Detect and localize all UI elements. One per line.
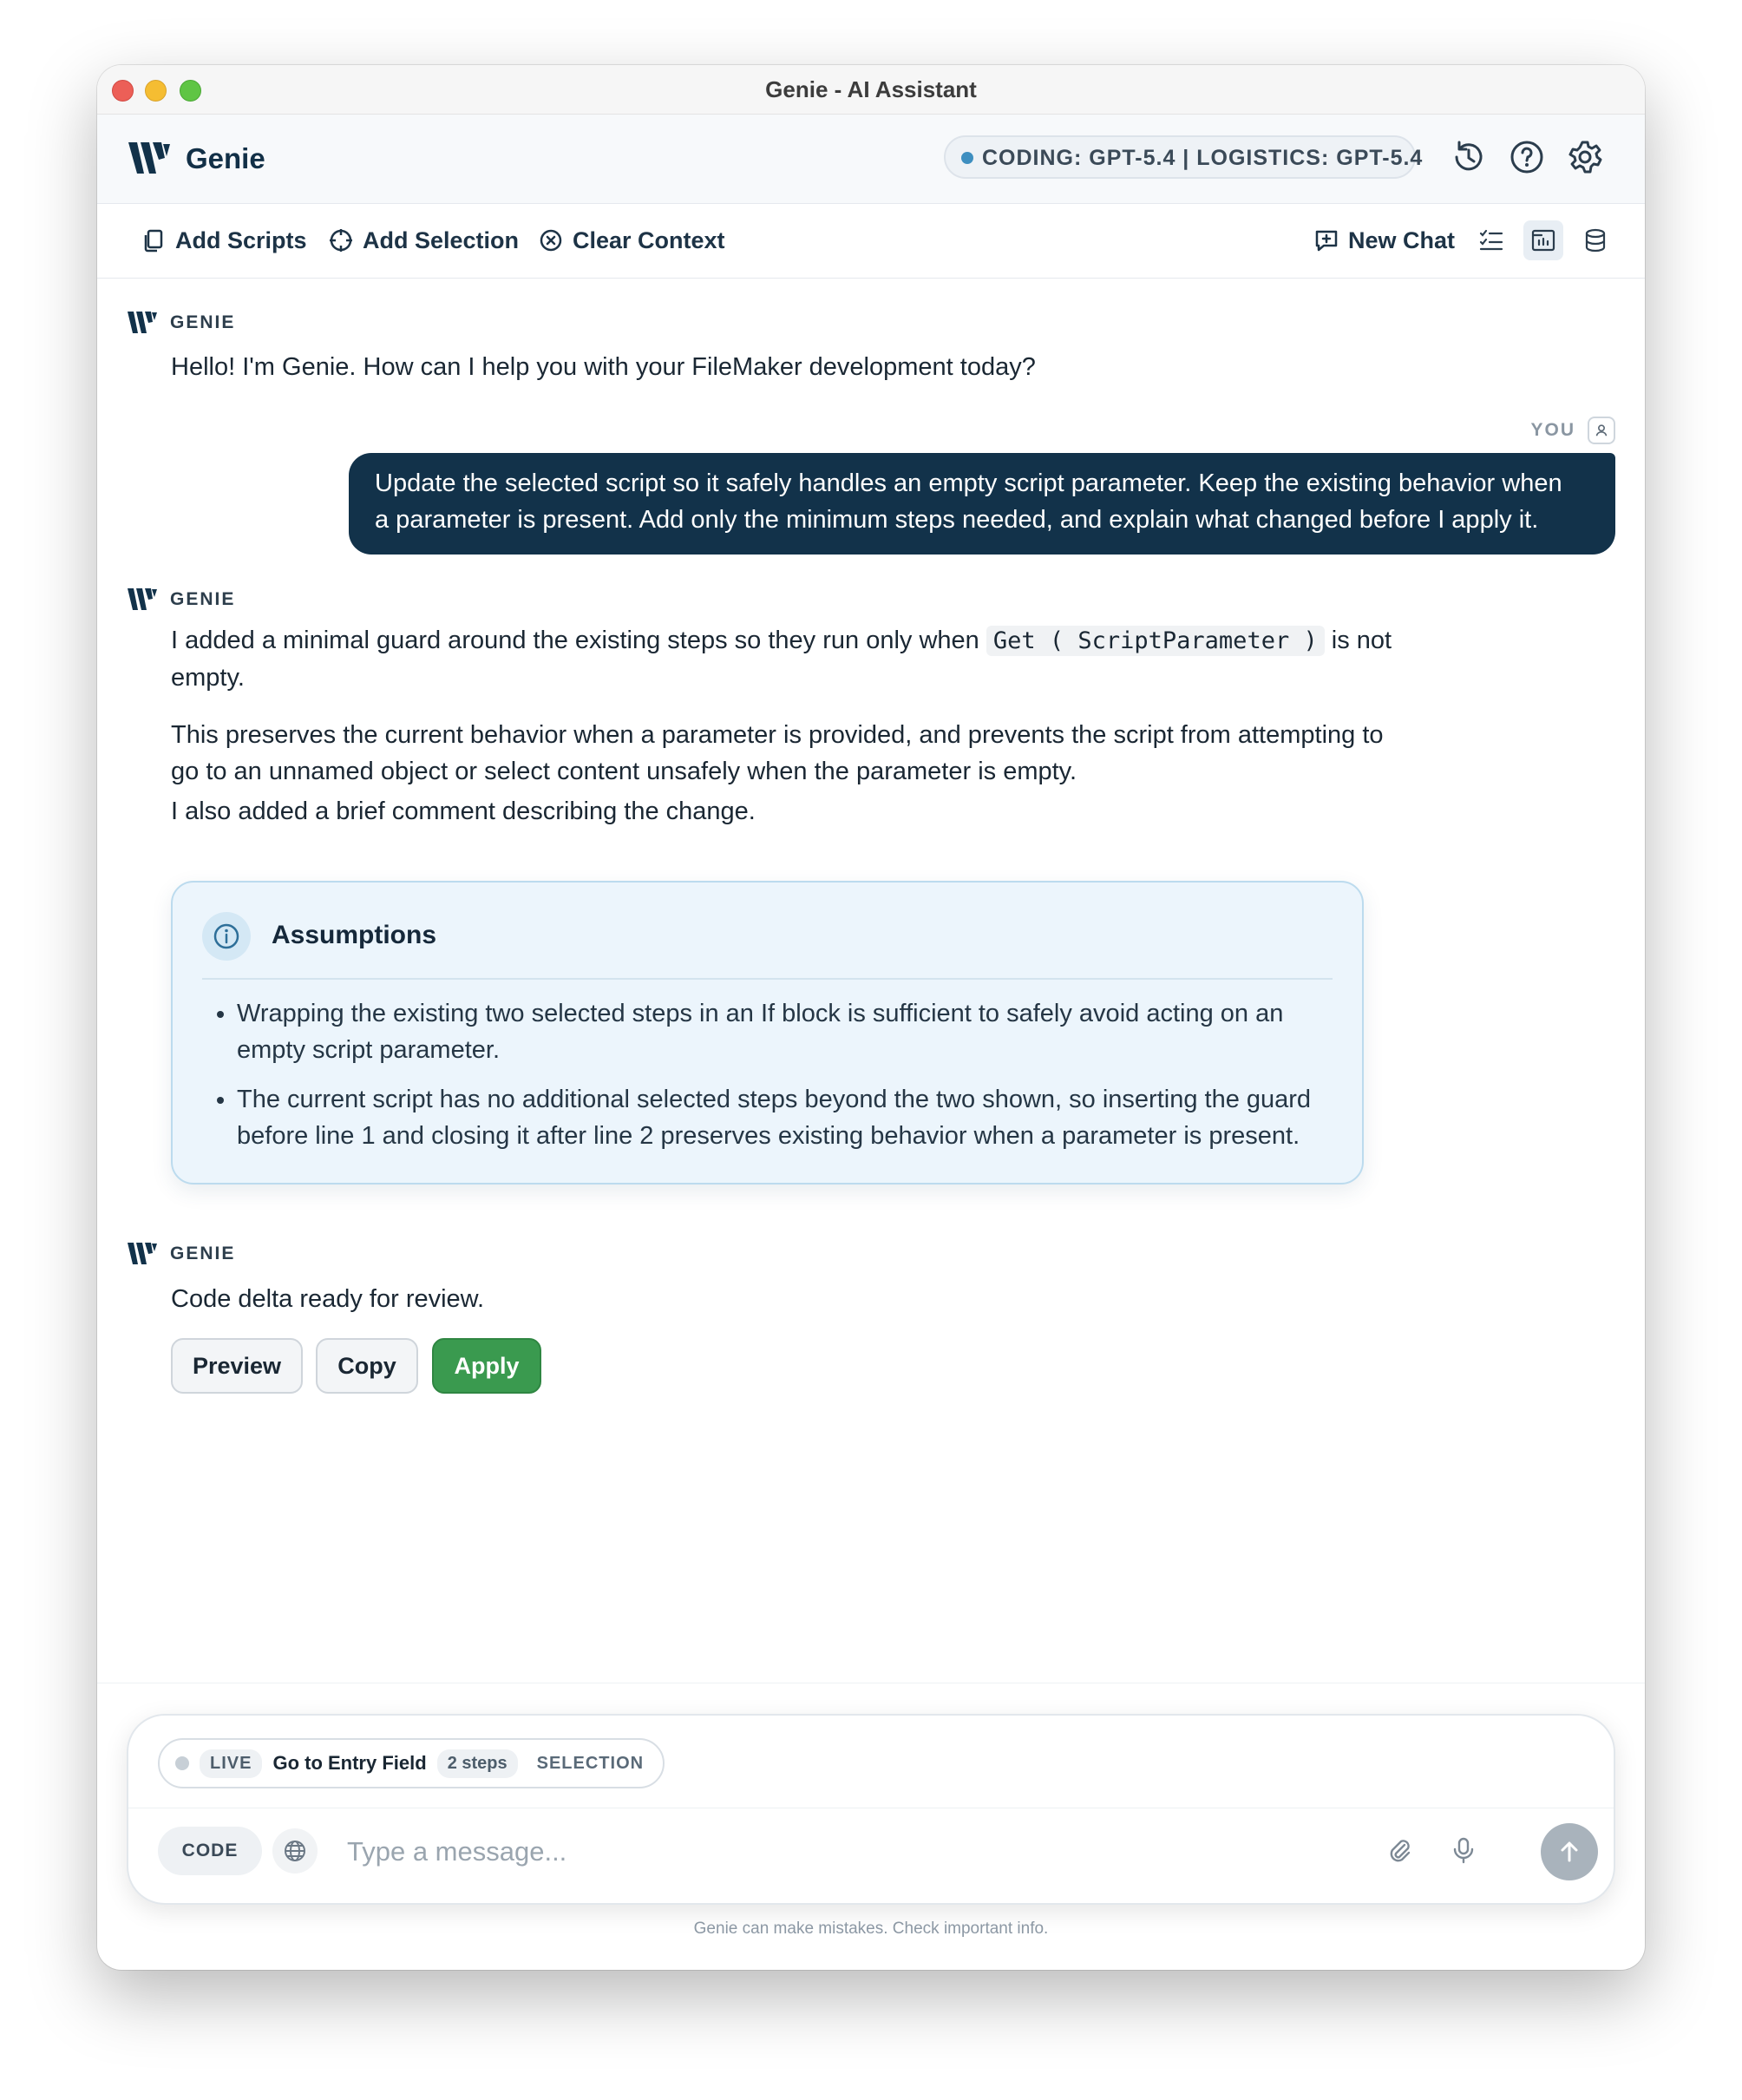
disclaimer-text: Genie can make mistakes. Check important info.: [693, 1920, 1049, 1938]
clear-context-button[interactable]: [538, 221, 725, 259]
new-chat-button[interactable]: [1313, 221, 1455, 259]
assumption-item: • Wrapping the existing two selected steps in an If block is sufficient to safely avoid acting on an empty script parameter.: [237, 995, 1339, 1068]
inline-code: Get ( ScriptParameter ): [986, 626, 1325, 656]
crosshair-icon: [328, 227, 354, 253]
add-selection-button[interactable]: [328, 221, 519, 259]
reply-text: is not empty.: [171, 627, 1392, 692]
title-bar: [97, 65, 1645, 115]
user-message-line-2: a parameter is present. Add only the minimum steps needed, and explain what changed before I apply it.: [375, 506, 1539, 534]
reply-paragraph-3: I also added a brief comment describing the change.: [171, 797, 756, 825]
context-script-name: Go to Entry Field: [272, 1752, 427, 1774]
new-chat-icon: [1313, 227, 1339, 253]
copy-document-icon: [141, 227, 167, 253]
assumption-item: • The current script has no additional selected steps beyond the two shown, so inserting the guard before line 1 and closing it after line 2 preserves existing behavior when a parameter is present.: [237, 1081, 1339, 1154]
context-toolbar: [97, 204, 1645, 279]
reply-paragraph-1: [171, 622, 1403, 696]
code-mode-toggle[interactable]: CODE: [158, 1827, 262, 1875]
user-avatar-icon: [1588, 417, 1615, 444]
user-message-bubble: [349, 453, 1615, 555]
add-scripts-label: Add Scripts: [175, 226, 307, 253]
reply-paragraph-2: This preserves the current behavior when a parameter is provided, and prevents the script from attempting to go to an unnamed object or select content unsafely when the parameter is empty.: [171, 721, 1384, 785]
send-button[interactable]: [1541, 1823, 1598, 1880]
checklist-icon[interactable]: [1471, 220, 1511, 260]
divider: [202, 978, 1333, 980]
greeting-message: Hello! I'm Genie. How can I help you with your FileMaker development today?: [171, 353, 1036, 381]
panel-icon[interactable]: [1523, 220, 1563, 260]
model-status-text: CODING: GPT-5.4 | LOGISTICS: GPT-5.4: [982, 146, 1424, 170]
app-window: [97, 65, 1645, 1970]
new-chat-label: New Chat: [1348, 226, 1456, 253]
user-sender-label: YOU: [1530, 420, 1575, 440]
context-status-dot: [175, 1756, 189, 1770]
window-title: Genie - AI Assistant: [765, 76, 977, 102]
clear-context-label: Clear Context: [573, 226, 725, 253]
help-icon[interactable]: [1507, 137, 1547, 177]
settings-icon[interactable]: [1565, 137, 1605, 177]
message-composer: [127, 1714, 1615, 1905]
selection-label: SELECTION: [536, 1753, 645, 1773]
code-delta-message: Code delta ready for review.: [171, 1285, 485, 1313]
user-message-line-1: Update the selected script so it safely handles an empty script parameter. Keep the existing behavior when: [375, 469, 1562, 497]
genie-sender-label: GENIE: [170, 589, 236, 609]
genie-sender-row: [127, 587, 235, 613]
assumptions-list: [199, 995, 1339, 1167]
user-sender-row: [1530, 417, 1615, 444]
genie-sender-label: GENIE: [170, 1244, 236, 1263]
genie-sender-label: GENIE: [170, 312, 236, 332]
genie-avatar-icon: [127, 587, 158, 613]
clear-circle-icon: [538, 227, 564, 253]
live-badge: LIVE: [200, 1749, 262, 1778]
brand-name: Genie: [186, 142, 265, 174]
database-icon[interactable]: [1575, 220, 1615, 260]
copy-button[interactable]: Copy: [316, 1338, 418, 1394]
globe-icon[interactable]: [272, 1828, 318, 1874]
apply-button[interactable]: Apply: [432, 1338, 541, 1394]
model-status-pill[interactable]: [944, 135, 1424, 179]
steps-badge: 2 steps: [437, 1749, 518, 1778]
assumptions-card: [171, 881, 1364, 1185]
info-icon: [202, 912, 251, 961]
genie-avatar-icon: [127, 1241, 158, 1267]
preview-button[interactable]: Preview: [171, 1338, 303, 1394]
genie-sender-row: [127, 1241, 235, 1267]
attach-icon[interactable]: [1378, 1828, 1421, 1872]
genie-sender-row: [127, 310, 235, 336]
history-icon[interactable]: [1449, 137, 1489, 177]
genie-avatar-icon: [127, 310, 158, 336]
context-pill[interactable]: [158, 1738, 665, 1788]
add-scripts-button[interactable]: [141, 221, 307, 259]
genie-logo-icon: [127, 139, 172, 179]
status-dot: [961, 152, 973, 164]
app-header: [97, 115, 1645, 204]
assumptions-title: Assumptions: [272, 921, 437, 949]
arrow-up-icon: [1556, 1839, 1582, 1865]
message-input[interactable]: [345, 1827, 1216, 1877]
add-selection-label: Add Selection: [363, 226, 520, 253]
microphone-icon[interactable]: [1442, 1828, 1485, 1872]
reply-text: I added a minimal guard around the existing steps so they run only when: [171, 627, 979, 654]
